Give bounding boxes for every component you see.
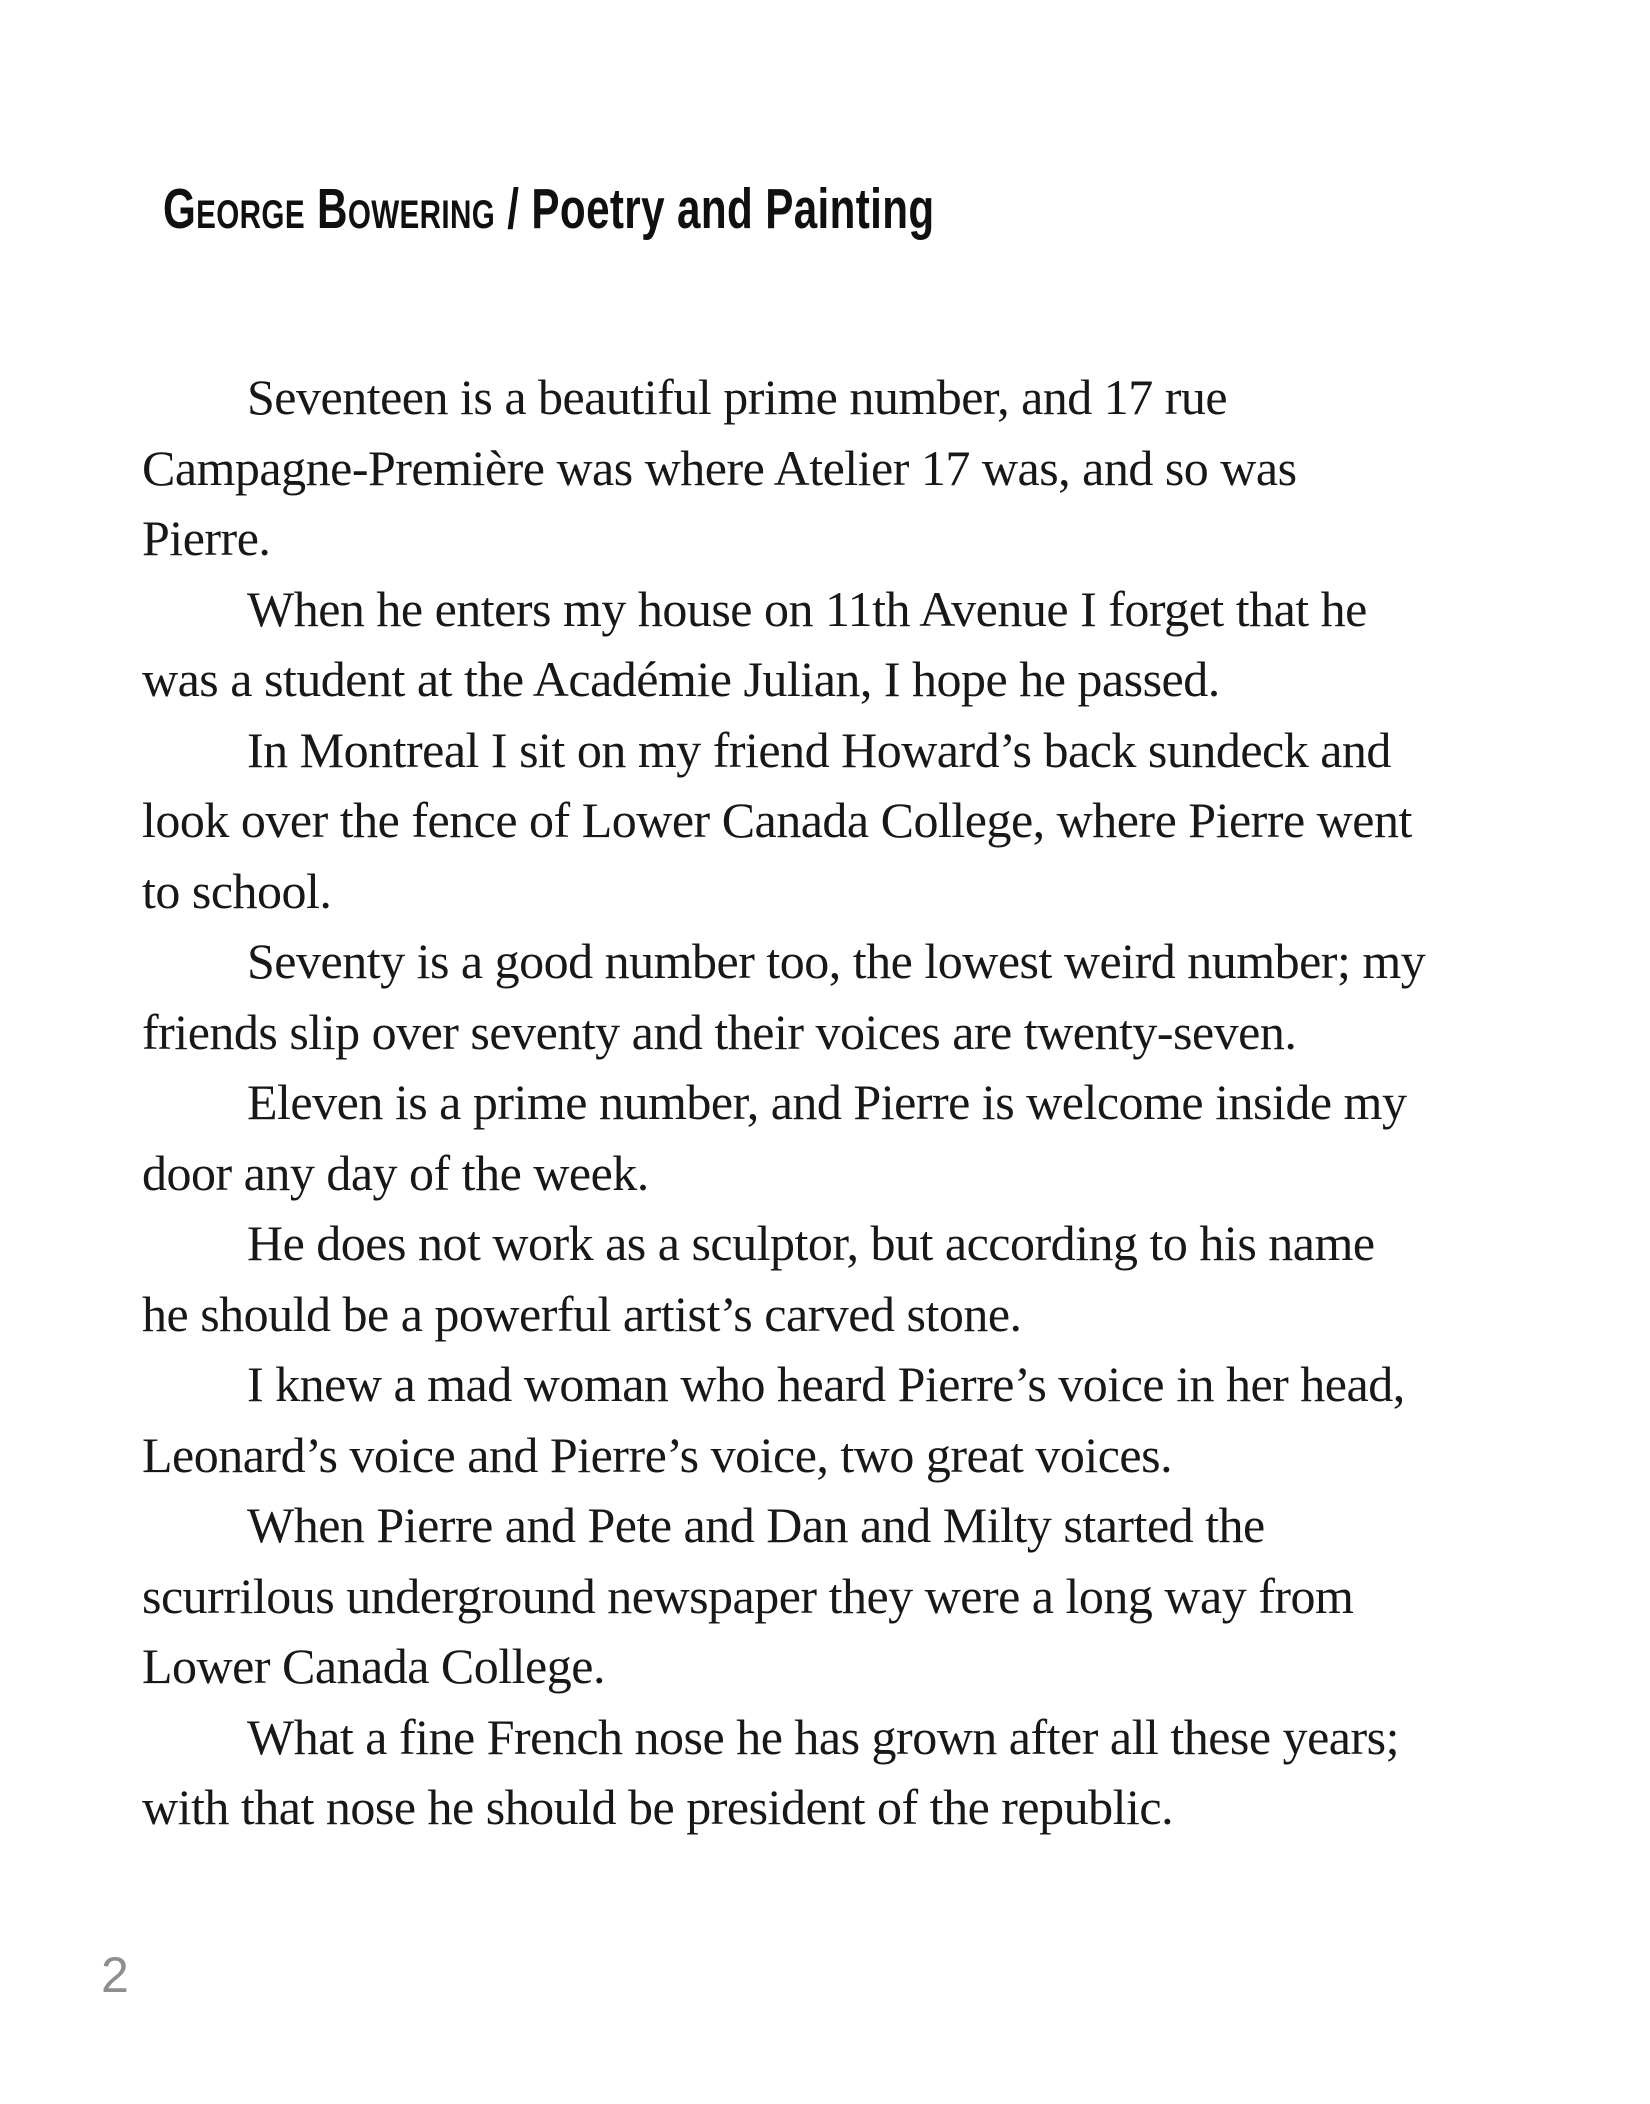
- paragraph: [142, 574, 1602, 715]
- text-line: Seventeen is a beautiful prime number, and 17 rue: [247, 369, 1228, 425]
- text-line: He does not work as a sculptor, but according to his name: [247, 1215, 1375, 1271]
- paragraph: [142, 926, 1602, 1067]
- title-separator: /: [495, 177, 532, 241]
- paragraph: [142, 1490, 1602, 1702]
- author-name: George Bowering: [163, 177, 496, 241]
- page-header: [163, 177, 935, 241]
- text-line: door any day of the week.: [142, 1144, 649, 1201]
- text-line: with that nose he should be president of the republic.: [142, 1779, 1174, 1835]
- text-line: he should be a powerful artist’s carved stone.: [142, 1285, 1022, 1342]
- paragraph: [142, 715, 1602, 927]
- text-line: Leonard’s voice and Pierre’s voice, two great voices.: [142, 1426, 1173, 1483]
- paragraph: [142, 362, 1602, 574]
- poem-text: [142, 362, 1602, 1843]
- text-line: Campagne-Première was where Atelier 17 was, and so was: [142, 439, 1297, 496]
- text-line: was a student at the Académie Julian, I hope he passed.: [142, 651, 1220, 707]
- text-line: scurrilous underground newspaper they were a long way from: [142, 1567, 1354, 1624]
- text-line: When he enters my house on 11th Avenue I forget that he: [247, 580, 1367, 637]
- text-line: Pierre.: [142, 510, 271, 566]
- text-line: look over the fence of Lower Canada College, where Pierre went: [142, 792, 1412, 848]
- text-line: Seventy is a good number too, the lowest weird number; my: [247, 933, 1426, 989]
- text-line: When Pierre and Pete and Dan and Milty started the: [247, 1497, 1265, 1553]
- paragraph: [142, 1349, 1602, 1490]
- page-number: 2: [101, 1947, 129, 2003]
- text-line: to school.: [142, 862, 332, 919]
- work-title: Poetry and Painting: [531, 177, 935, 241]
- text-line: friends slip over seventy and their voices are twenty-seven.: [142, 1003, 1297, 1060]
- text-line: Lower Canada College.: [142, 1638, 605, 1694]
- text-line: In Montreal I sit on my friend Howard’s back sundeck and: [247, 721, 1391, 778]
- text-line: What a fine French nose he has grown after all these years;: [247, 1708, 1399, 1765]
- text-line: Eleven is a prime number, and Pierre is welcome inside my: [247, 1074, 1407, 1130]
- paragraph: [142, 1067, 1602, 1208]
- paragraph: [142, 1208, 1602, 1349]
- paragraph: [142, 1702, 1602, 1843]
- text-line: I knew a mad woman who heard Pierre’s voice in her head,: [247, 1356, 1405, 1412]
